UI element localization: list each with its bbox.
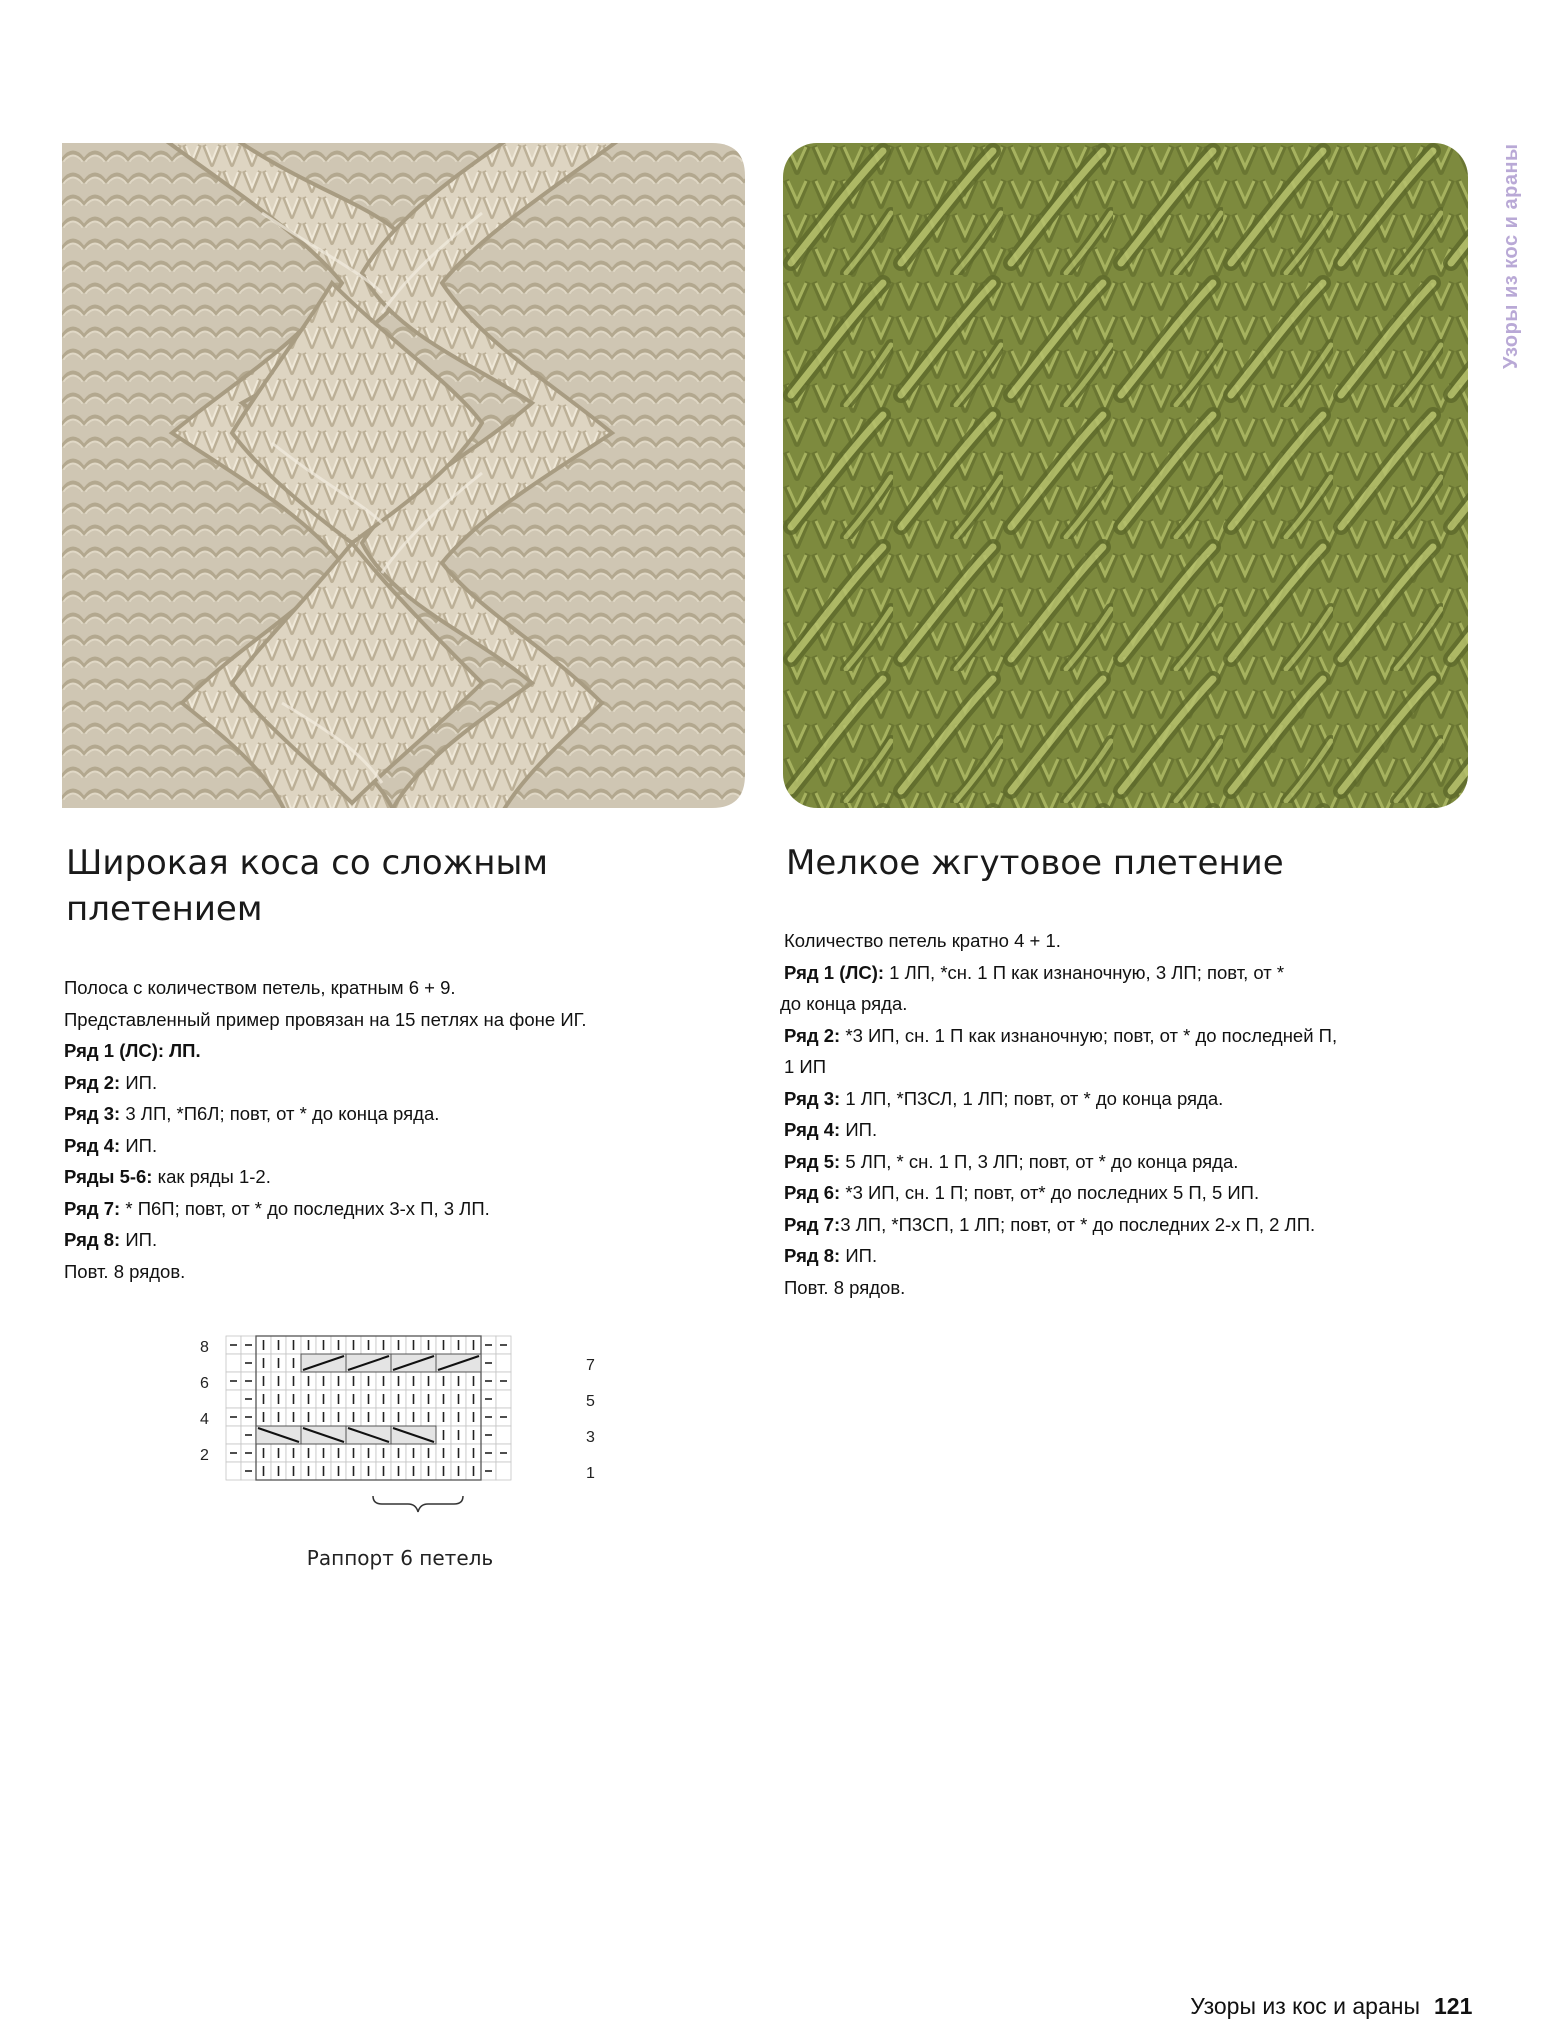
row-instruction: Ряд 3: 3 ЛП, *П6Л; повт, от * до конца ряда.: [64, 1103, 440, 1124]
row-instruction: Ряд 8: ИП.: [64, 1229, 158, 1250]
chart-cell: [496, 1462, 511, 1480]
chart-left-row-numbers: [200, 1339, 209, 1464]
intro-line: Количество петель кратно 4 + 1.: [784, 930, 1061, 951]
pattern-title-left: Широкая коса со сложным плетением: [66, 843, 549, 929]
twist-knit-swatch-photo: [783, 143, 1468, 808]
row-instruction: Ряд 2: *3 ИП, сн. 1 П как изнаночную; повт, от * до последней П,: [784, 1024, 1338, 1046]
section-side-title: Узоры из кос и араны: [1500, 143, 1522, 369]
repeat-brace: [373, 1496, 463, 1512]
row-instruction-continued: 1 ИП: [784, 1056, 827, 1077]
repeat-note: Повт. 8 рядов.: [784, 1276, 906, 1298]
pattern-instructions-right: [780, 925, 1338, 1303]
chart-cell: [226, 1390, 241, 1408]
row-number: 7: [586, 1357, 595, 1374]
knitting-chart: [190, 1326, 610, 1526]
repeat-note: Повт. 8 рядов.: [64, 1260, 186, 1282]
row-instruction: Ряд 6: *3 ИП, сн. 1 П; повт, от* до последних 5 П, 5 ИП.: [784, 1182, 1260, 1203]
row-number: 5: [586, 1393, 595, 1410]
row-instruction: Ряд 3: 1 ЛП, *П3СЛ, 1 ЛП; повт, от * до конца ряда.: [784, 1087, 1224, 1109]
page-number: 121: [1434, 1993, 1473, 2019]
row-instruction: Ряд 1 (ЛС): 1 ЛП, *сн. 1 П как изнаночную, 3 ЛП; повт, от *: [784, 961, 1285, 983]
row-instruction: Ряд 7: * П6П; повт, от * до последних 3-х П, 3 ЛП.: [64, 1197, 490, 1219]
chart-cell: [496, 1354, 511, 1372]
chart-cell: [226, 1354, 241, 1372]
intro-line: Полоса с количеством петель, кратным 6 + 9.: [64, 977, 456, 998]
row-instruction: Ряд 2: ИП.: [64, 1071, 158, 1093]
cable-knit-swatch-photo: [62, 143, 745, 808]
row-instruction-continued: до конца ряда.: [780, 993, 908, 1014]
row-instruction: Ряд 8: ИП.: [784, 1245, 878, 1266]
row-instruction: Ряд 5: 5 ЛП, * сн. 1 П, 3 ЛП; повт, от * до конца ряда.: [784, 1150, 1239, 1172]
row-instruction: Ряд 4: ИП.: [784, 1119, 878, 1140]
pattern-instructions-left: [64, 972, 587, 1287]
row-instruction: Ряд 1 (ЛС): ЛП.: [64, 1040, 201, 1061]
row-instruction: Ряды 5-6: как ряды 1-2.: [64, 1166, 271, 1187]
chart-cell: [496, 1390, 511, 1408]
pattern-title-right: Мелкое жгутовое плетение: [786, 843, 1284, 883]
chart-cell: [226, 1462, 241, 1480]
chart-cell: [226, 1426, 241, 1444]
row-number: 6: [200, 1375, 209, 1392]
row-instruction: Ряд 4: ИП.: [64, 1134, 158, 1156]
chart-cell: [496, 1426, 511, 1444]
chart-right-row-numbers: [586, 1357, 595, 1482]
intro-line: Представленный пример провязан на 15 петлях на фоне ИГ.: [64, 1008, 587, 1030]
row-number: 3: [586, 1429, 595, 1446]
row-number: 2: [200, 1447, 209, 1464]
chart-caption: Раппорт 6 петель: [306, 1546, 494, 1570]
row-instruction: Ряд 7:3 ЛП, *П3СП, 1 ЛП; повт, от * до последних 2-х П, 2 ЛП.: [784, 1213, 1316, 1235]
row-number: 1: [586, 1465, 595, 1482]
row-number: 4: [200, 1411, 209, 1428]
footer-section-title: Узоры из кос и араны: [1190, 1993, 1420, 2019]
row-number: 8: [200, 1339, 209, 1356]
